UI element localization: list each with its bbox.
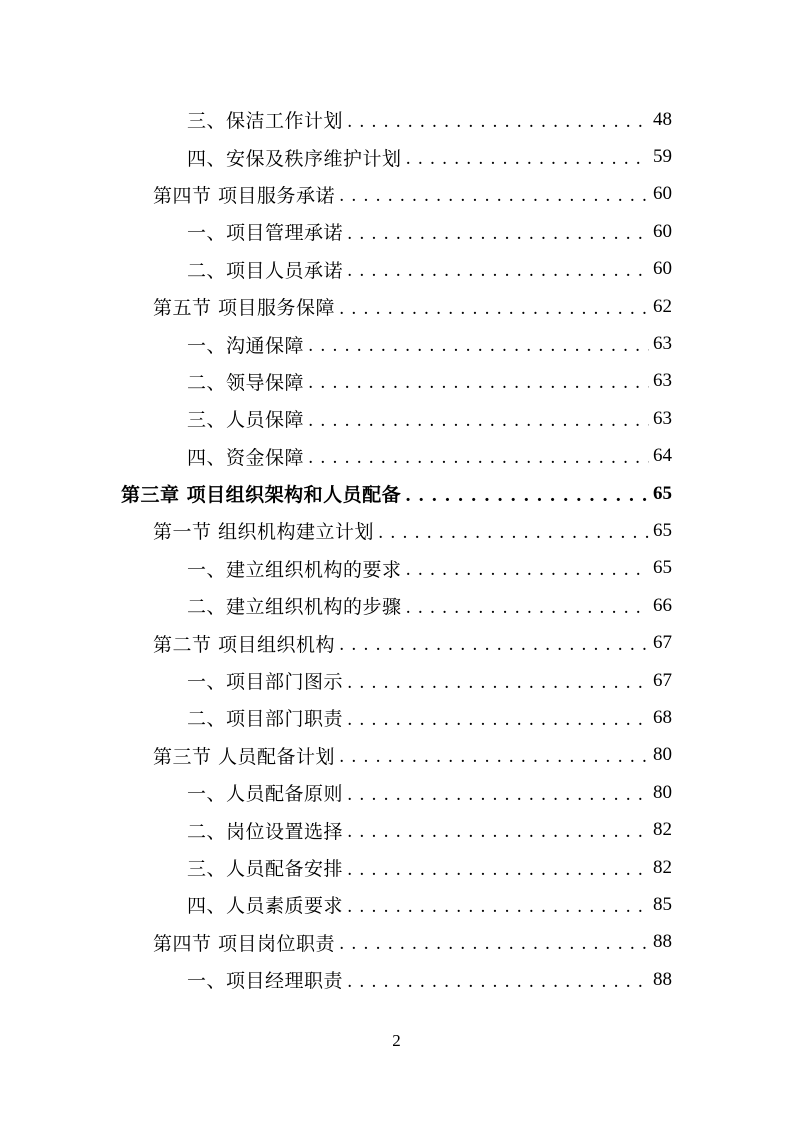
toc-entry[interactable] (0, 886, 793, 923)
toc-entry-label: 一、沟通保障 (187, 334, 305, 357)
toc-leader-dots (339, 299, 649, 319)
toc-entry-label: 一、项目经理职责 (187, 970, 344, 993)
toc-entry-label: 第一节 组织机构建立计划 (153, 521, 375, 544)
toc-entry-page: 60 (653, 220, 672, 242)
toc-entry-page: 63 (653, 407, 672, 429)
toc-entry[interactable] (0, 737, 793, 774)
toc-leader-dots (347, 822, 649, 842)
toc-entry-label: 第四节 项目服务承诺 (153, 184, 336, 207)
toc-leader-dots (347, 261, 649, 281)
toc-entry-page: 88 (653, 931, 672, 953)
toc-entry-page: 59 (653, 146, 672, 168)
toc-entry-page: 80 (653, 744, 672, 766)
toc-leader-dots (339, 186, 649, 206)
toc-entry[interactable] (0, 101, 793, 138)
toc-entry-page: 64 (653, 445, 672, 467)
toc-entry-page: 82 (653, 819, 672, 841)
toc-entry[interactable] (0, 587, 793, 624)
toc-entry-label: 第二节 项目组织机构 (153, 633, 336, 656)
toc-entry-label: 一、建立组织机构的要求 (187, 558, 402, 581)
toc-entry-label: 第三节 人员配备计划 (153, 745, 336, 768)
toc-entry[interactable] (0, 438, 793, 475)
toc-leader-dots (347, 972, 649, 992)
toc-leader-dots (308, 373, 649, 393)
toc-leader-dots (347, 897, 649, 917)
page-number: 2 (392, 1031, 401, 1050)
toc-entry[interactable] (0, 811, 793, 848)
toc-leader-dots (339, 747, 649, 767)
toc-entry[interactable] (0, 512, 793, 549)
toc-entry-page: 80 (653, 781, 672, 803)
toc-entry-label: 三、保洁工作计划 (187, 110, 344, 133)
toc-entry[interactable] (0, 138, 793, 175)
toc-entry-label: 第四节 项目岗位职责 (153, 932, 336, 955)
toc-entry[interactable] (0, 400, 793, 437)
toc-entry-label: 四、人员素质要求 (187, 895, 344, 918)
toc-entry-page: 82 (653, 856, 672, 878)
toc-leader-dots (406, 598, 649, 618)
toc-entry[interactable] (0, 288, 793, 325)
toc-entry[interactable] (0, 699, 793, 736)
toc-entry-label: 二、岗位设置选择 (187, 820, 344, 843)
toc-entry-label: 一、项目部门图示 (187, 671, 344, 694)
toc-entry[interactable] (0, 624, 793, 661)
toc-entry-label: 一、项目管理承诺 (187, 222, 344, 245)
toc-entry-label: 三、人员配备安排 (187, 858, 344, 880)
toc-leader-dots (347, 224, 649, 244)
toc-entry-label: 三、人员保障 (187, 409, 305, 432)
toc-entry-page: 88 (653, 968, 672, 990)
toc-entry-page: 48 (653, 108, 672, 130)
toc-entry[interactable] (0, 961, 793, 998)
toc-chapter-entry[interactable] (0, 475, 793, 512)
toc-entry[interactable] (0, 363, 793, 400)
toc-leader-dots (339, 934, 649, 954)
toc-leader-dots (339, 635, 649, 655)
toc-entry-label: 一、人员配备原则 (187, 783, 344, 806)
toc-entry-page: 67 (653, 632, 672, 654)
toc-leader-dots (347, 673, 649, 693)
toc-entry-page: 63 (653, 370, 672, 392)
toc-entry[interactable] (0, 849, 793, 886)
toc-entry-page: 65 (653, 557, 672, 579)
toc-entry[interactable] (0, 251, 793, 288)
toc-entry-page: 60 (653, 258, 672, 280)
toc-entry-label: 二、领导保障 (187, 371, 305, 394)
toc-entry-page: 65 (653, 482, 672, 504)
toc-entry[interactable] (0, 924, 793, 961)
toc-entry-page: 65 (653, 519, 672, 541)
toc-entry-label: 二、项目人员承诺 (187, 259, 344, 282)
toc-entry-label: 四、安保及秩序维护计划 (187, 147, 402, 170)
toc-entry-label: 二、建立组织机构的步骤 (187, 596, 402, 619)
toc-leader-dots (378, 523, 649, 543)
toc-entry-page: 68 (653, 706, 672, 728)
toc-entry-page: 62 (653, 295, 672, 317)
toc-leader-dots (308, 448, 649, 468)
toc-leader-dots (406, 560, 649, 580)
toc-entry[interactable] (0, 550, 793, 587)
toc-leader-dots (347, 785, 649, 805)
toc-entry-page: 63 (653, 333, 672, 355)
toc-entry[interactable] (0, 213, 793, 250)
toc-leader-dots (308, 336, 649, 356)
toc-leader-dots (406, 149, 649, 169)
toc-entry[interactable] (0, 176, 793, 213)
toc-entry[interactable] (0, 774, 793, 811)
table-of-contents (0, 101, 793, 998)
toc-entry-page: 85 (653, 893, 672, 915)
toc-entry-page: 66 (653, 594, 672, 616)
toc-entry-label: 四、资金保障 (187, 446, 305, 469)
toc-leader-dots (405, 486, 649, 506)
toc-leader-dots (308, 411, 649, 431)
toc-entry-label: 第三章 项目组织架构和人员配备 (121, 484, 402, 507)
toc-entry-page: 67 (653, 669, 672, 691)
toc-leader-dots (347, 710, 649, 730)
toc-leader-dots (347, 112, 649, 132)
toc-entry-label: 二、项目部门职责 (187, 708, 344, 731)
toc-entry[interactable] (0, 662, 793, 699)
toc-entry[interactable] (0, 325, 793, 362)
toc-entry-page: 60 (653, 183, 672, 205)
toc-leader-dots (347, 860, 649, 880)
toc-entry-label: 第五节 项目服务保障 (153, 297, 336, 320)
